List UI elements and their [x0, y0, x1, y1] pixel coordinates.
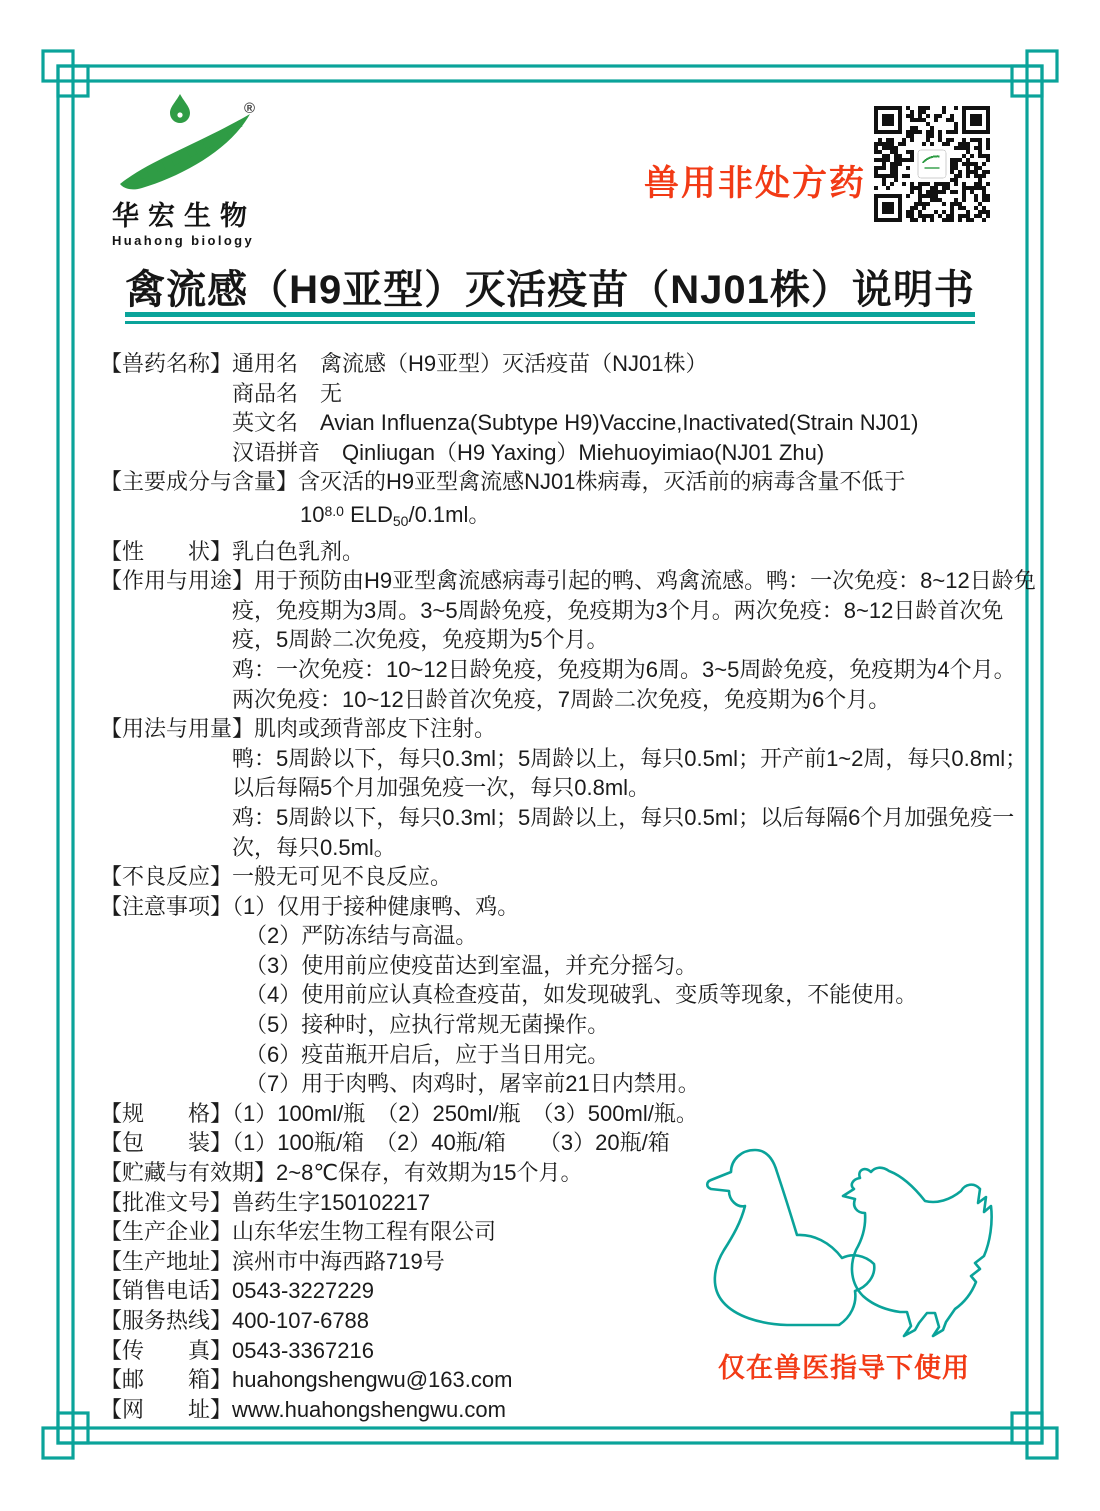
line-pinyin-name: 汉语拼音 Qinliugan（H9 Yaxing）Miehuoyimiao(NJ01 Zhu) — [232, 439, 825, 465]
duck-chicken-outline-icon — [693, 1138, 995, 1340]
line-precaution-6: （6）疫苗瓶开启后，应于当日用完。 — [245, 1041, 610, 1067]
line-adverse-reactions: 【不良反应】一般无可见不良反应。 — [100, 864, 453, 890]
leaf-droplet-icon — [112, 92, 262, 192]
line-storage: 【贮藏与有效期】2~8℃保存，有效期为15个月。 — [100, 1160, 583, 1186]
line-packaging: 【包 装】（1）100瓶/箱 （2）40瓶/箱 （3）20瓶/箱 — [100, 1130, 670, 1156]
line-indications-2: 疫，免疫期为3周。3~5周龄免疫，免疫期为3个月。两次免疫：8~12日龄首次免 — [232, 597, 1004, 623]
line-manufacturer: 【生产企业】山东华宏生物工程有限公司 — [100, 1219, 497, 1245]
line-dosage-5: 次，每只0.5ml。 — [232, 834, 396, 860]
line-dosage-2: 鸭：5周龄以下，每只0.3ml；5周龄以上，每只0.5ml；开产前1~2周，每只0.8ml； — [232, 745, 1028, 771]
line-description: 【性 状】乳白色乳剂。 — [100, 538, 365, 564]
title-double-rule — [125, 312, 975, 324]
line-website: 【网 址】www.huahongshengwu.com — [100, 1396, 506, 1422]
qr-center-logo — [918, 150, 946, 178]
line-composition-formula: $10^{8.0}$ $ELD_{50}/0.1ml$。 — [300, 501, 491, 529]
line-dosage-3: 以后每隔5个月加强免疫一次，每只0.8ml。 — [232, 775, 651, 801]
brand-name-chinese: 华宏生物 — [112, 201, 256, 231]
otc-label: 兽用非处方药 — [644, 164, 867, 203]
line-approval-number: 【批准文号】兽药生字150102217 — [100, 1189, 431, 1215]
line-precaution-2: （2）严防冻结与高温。 — [245, 923, 478, 949]
line-dosage-1: 【用法与用量】肌肉或颈背部皮下注射。 — [100, 716, 497, 742]
vet-guidance-caption: 仅在兽医指导下使用 — [718, 1353, 970, 1383]
line-specification: 【规 格】（1）100ml/瓶 （2）250ml/瓶 （3）500ml/瓶。 — [100, 1100, 698, 1126]
line-precaution-3: （3）使用前应使疫苗达到室温，并充分摇匀。 — [245, 952, 698, 978]
line-precaution-5: （5）接种时，应执行常规无菌操作。 — [245, 1012, 610, 1038]
line-indications-1: 【作用与用途】用于预防由H9亚型禽流感病毒引起的鸭、鸡禽流感。鸭：一次免疫：8~12日龄免 — [100, 568, 1036, 594]
registered-trademark-mark: ® — [244, 100, 256, 117]
line-precaution-4: （4）使用前应认真检查疫苗，如发现破乳、变质等现象，不能使用。 — [245, 982, 918, 1008]
line-dosage-4: 鸡：5周龄以下，每只0.3ml；5周龄以上，每只0.5ml；以后每隔6个月加强免疫一 — [232, 804, 1015, 830]
qr-code — [874, 106, 990, 222]
brand-name-english: Huahong biology — [112, 233, 255, 248]
company-logo — [112, 92, 282, 248]
line-composition: 【主要成分与含量】含灭活的H9亚型禽流感NJ01株病毒，灭活前的病毒含量不低于 — [100, 469, 906, 495]
line-indications-5: 两次免疫：10~12日龄首次免疫，7周龄二次免疫，免疫期为6个月。 — [232, 686, 891, 712]
line-indications-3: 疫，5周龄二次免疫，免疫期为5个月。 — [232, 627, 609, 653]
line-precaution-7: （7）用于肉鸭、肉鸡时，屠宰前21日内禁用。 — [245, 1071, 700, 1097]
line-english-name: 英文名 Avian Influenza(Subtype H9)Vaccine,Inactivated(Strain NJ01) — [232, 410, 919, 436]
line-indications-4: 鸡：一次免疫：10~12日龄免疫，免疫期为6周。3~5周龄免疫，免疫期为4个月。 — [232, 656, 1016, 682]
line-trade-name: 商品名 无 — [232, 380, 343, 406]
line-email: 【邮 箱】huahongshengwu@163.com — [100, 1367, 513, 1393]
line-sales-phone: 【销售电话】0543-3227229 — [100, 1278, 374, 1304]
line-service-hotline: 【服务热线】400-107-6788 — [100, 1308, 370, 1333]
line-address: 【生产地址】滨州市中海西路719号 — [100, 1248, 445, 1274]
page-title: 禽流感（H9亚型）灭活疫苗（NJ01株）说明书 — [125, 268, 975, 312]
line-precaution-1: 【注意事项】（1）仅用于接种健康鸭、鸡。 — [100, 893, 520, 919]
line-fax: 【传 真】0543-3367216 — [100, 1337, 374, 1363]
line-drug-name: 【兽药名称】通用名 禽流感（H9亚型）灭活疫苗（NJ01株） — [100, 351, 708, 376]
